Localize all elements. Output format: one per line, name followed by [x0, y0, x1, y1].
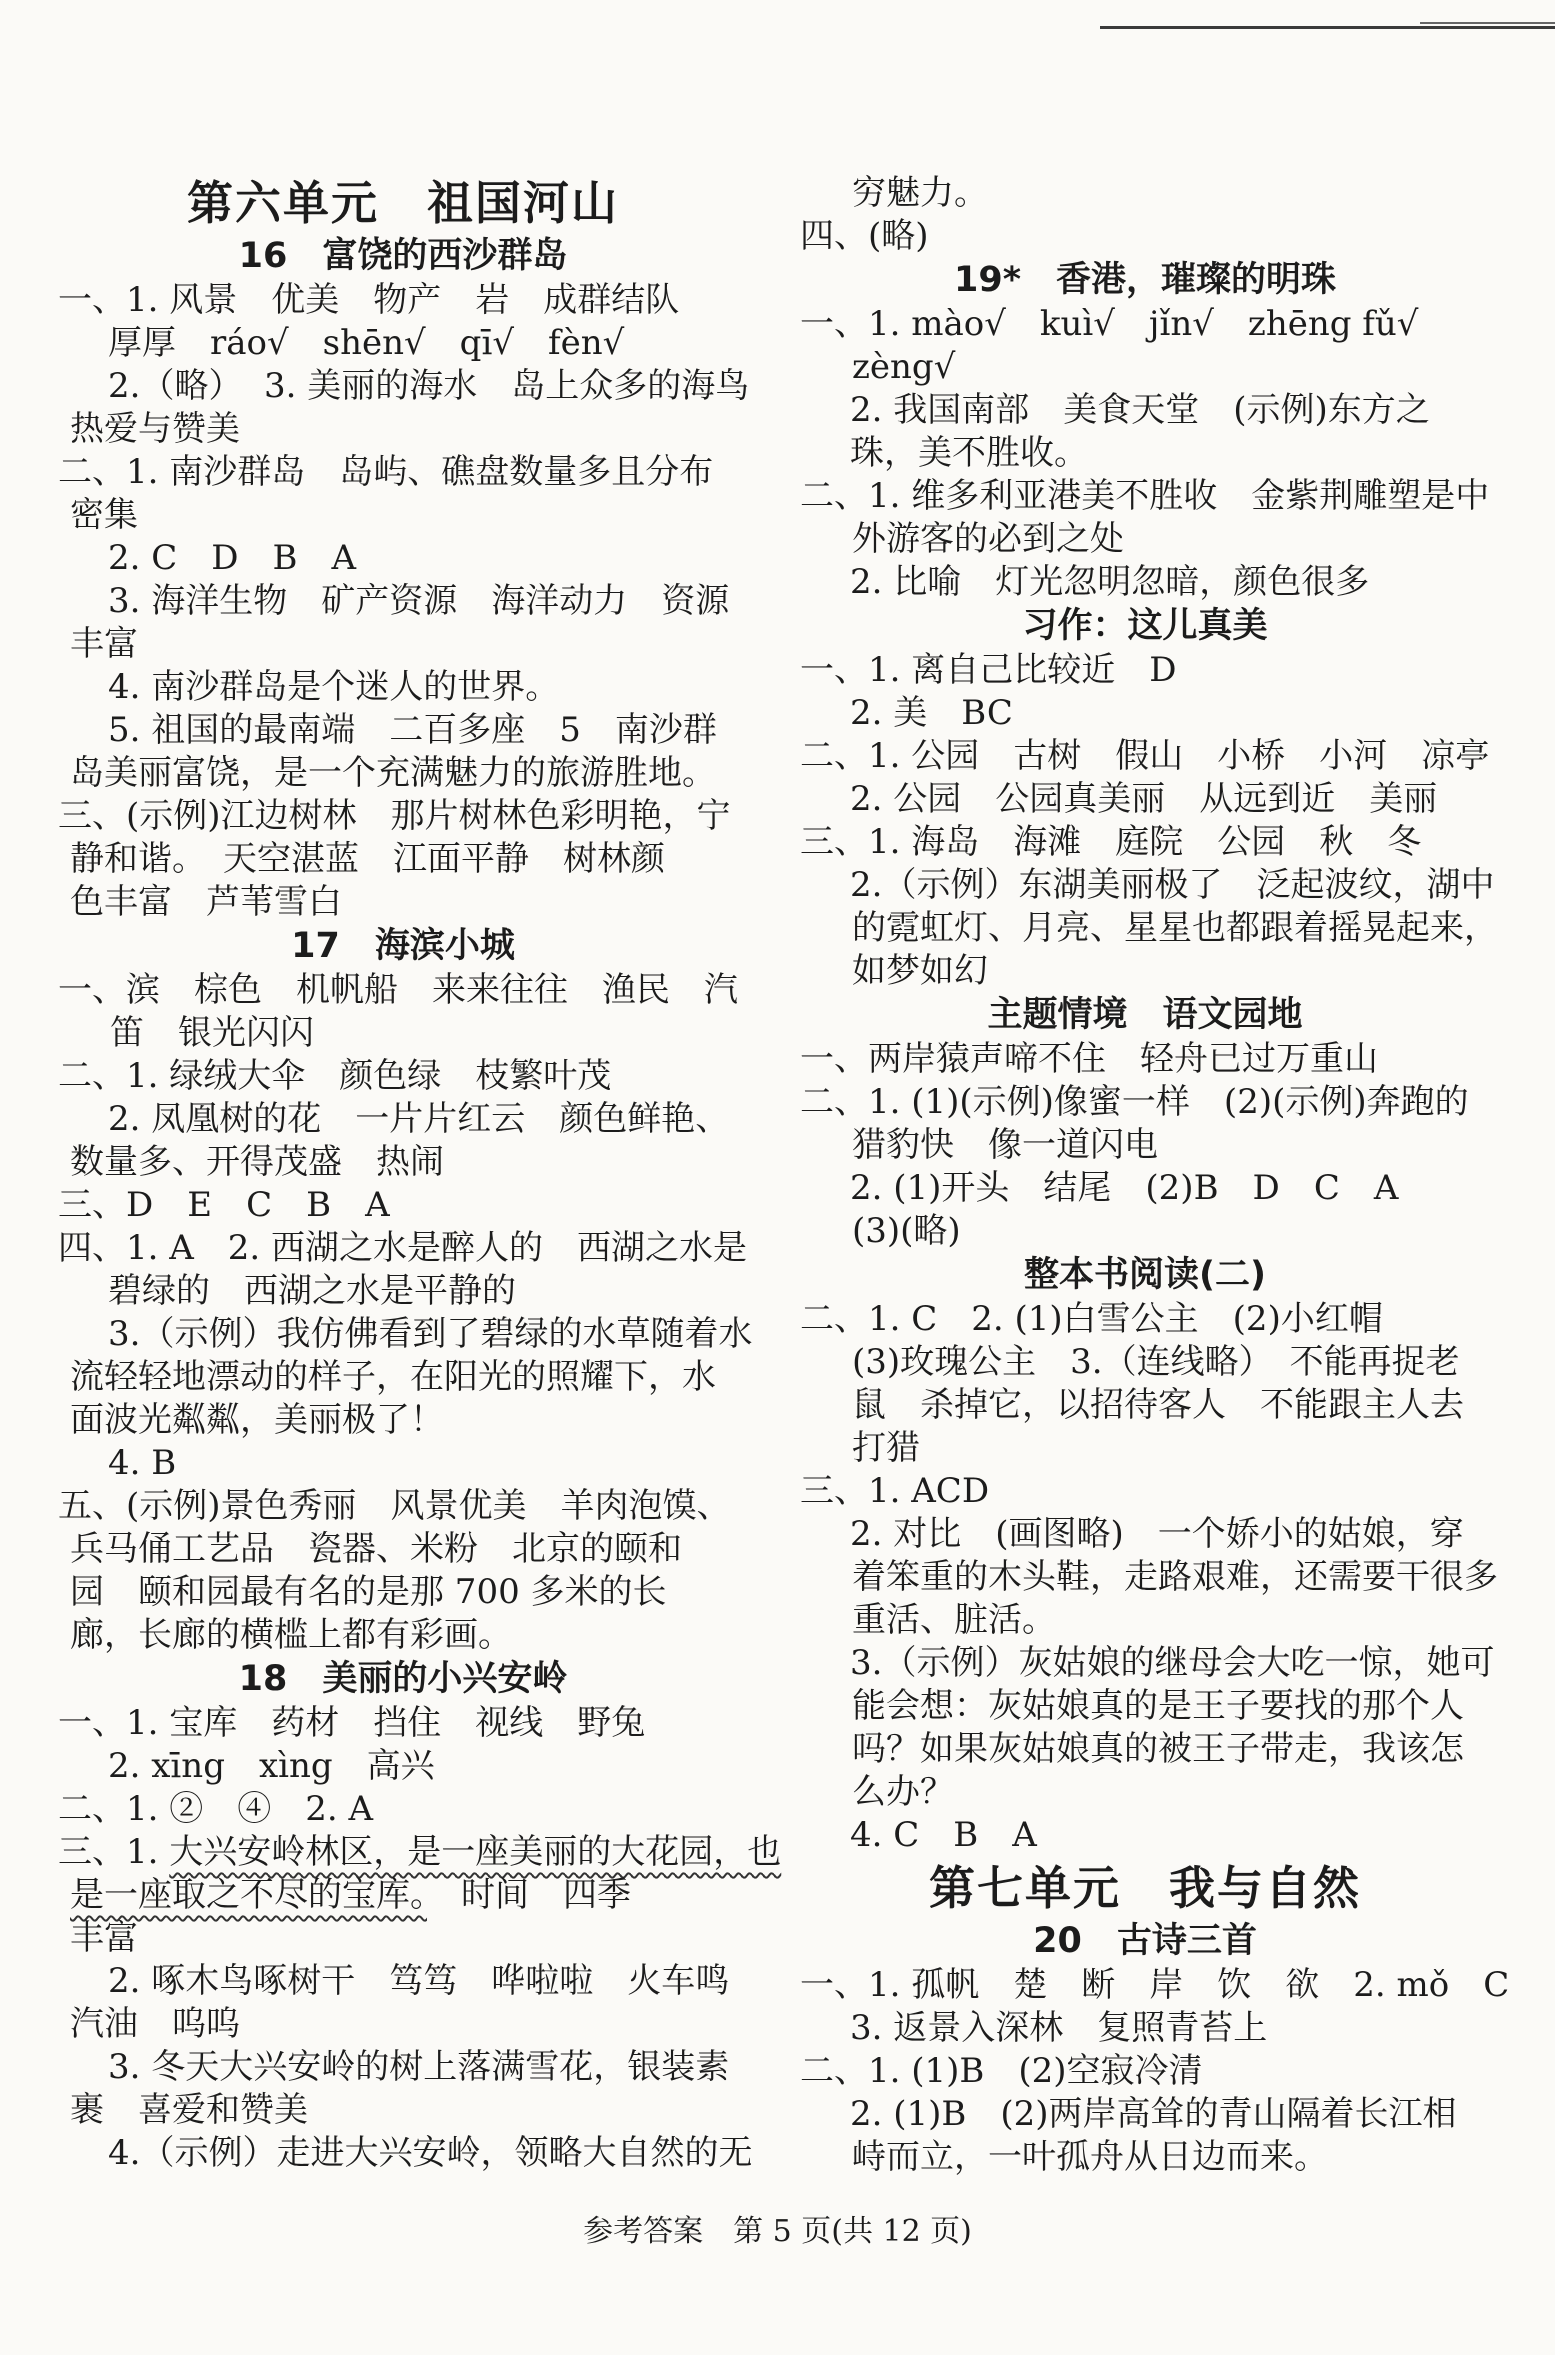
answer-line: 三、D E C B A [58, 1185, 390, 1225]
answer-line: 二、1. 南沙群岛 岛屿、礁盘数量多且分布 [58, 452, 714, 492]
answer-line: 丰富 [70, 1918, 138, 1958]
answer-line: 二、1. (1)B (2)空寂冷清 [800, 2051, 1203, 2091]
answer-line: 2.（示例）东湖美丽极了 泛起波纹，湖中 [850, 865, 1495, 905]
answer-line: 裹 喜爱和赞美 [70, 2090, 308, 2130]
answer-line: 重活、脏活。 [852, 1600, 1056, 1640]
answer-line: 一、1. 风景 优美 物产 岩 成群结队 [58, 280, 680, 320]
answer-line: 打猎 [852, 1428, 920, 1468]
answer-line: 二、1. 公园 古树 假山 小桥 小河 凉亭 [800, 736, 1490, 776]
answer-line: 密集 [70, 495, 138, 535]
answer-line: 么办？ [852, 1772, 954, 1812]
answer-line: 厚厚 ráo√ shēn√ qī√ fèn√ [108, 323, 625, 363]
answer-line: 3. 冬天大兴安岭的树上落满雪花，银装素 [108, 2047, 730, 2087]
answer-line: 静和谐。 天空湛蓝 江面平静 树林颜 [70, 839, 665, 879]
answer-line: 色丰富 芦苇雪白 [70, 882, 342, 922]
answer-line: 碧绿的 西湖之水是平静的 [108, 1271, 516, 1311]
answer-line: 岛美丽富饶，是一个充满魅力的旅游胜地。 [70, 753, 716, 793]
left-column [58, 172, 782, 2175]
answer-line: 数量多、开得茂盛 热闹 [70, 1142, 444, 1182]
wavy-underlined-sentence: 大兴安岭林区，是一座美丽的大花园，也 [169, 1832, 782, 1872]
answer-line: 4. C B A [850, 1815, 1037, 1855]
answer-line: 一、滨 棕色 机帆船 来来往往 渔民 汽 [58, 970, 738, 1010]
answer-line: 外游客的必到之处 [852, 519, 1124, 559]
answer-line: 五、(示例)景色秀丽 风景优美 羊肉泡馍、 [58, 1486, 731, 1526]
answer-line: 5. 祖国的最南端 二百多座 5 南沙群 [108, 710, 717, 750]
top-rule [1100, 26, 1555, 29]
answer-line: 3.（示例）灰姑娘的继母会大吃一惊，她可 [850, 1643, 1495, 1683]
answer-line: 3. 海洋生物 矿产资源 海洋动力 资源 [108, 581, 730, 621]
answer-line: 3. 返景入深林 复照青苔上 [850, 2008, 1268, 2048]
top-rule-accent [1420, 22, 1555, 24]
right-column [800, 172, 1510, 2179]
answer-line: 鼠 杀掉它，以招待客人 不能跟主人去 [852, 1385, 1464, 1425]
answer-line: 一、1. mào√ kuì√ jǐn√ zhēng fǔ√ [800, 304, 1419, 344]
page-footer: 参考答案 第 5 页(共 12 页) [583, 2214, 972, 2249]
answer-line: 一、1. 孤帆 楚 断 岸 饮 欲 2. mǒ C [800, 1965, 1510, 2005]
answer-line: 3.（示例）我仿佛看到了碧绿的水草随着水 [108, 1314, 753, 1354]
lesson16-title: 16 富饶的西沙群岛 [238, 236, 568, 276]
answer-line: 2. 对比 (画图略) 一个娇小的姑娘，穿 [850, 1514, 1464, 1554]
answer-line: 2. C D B A [108, 538, 357, 578]
writing-title: 习作：这儿真美 [1022, 606, 1268, 646]
answer-line: 兵马俑工艺品 瓷器、米粉 北京的颐和 [70, 1529, 682, 1569]
answer-line: 能会想：灰姑娘真的是王子要找的那个人 [852, 1686, 1464, 1726]
lesson20-title: 20 古诗三首 [1033, 1921, 1257, 1961]
answer-line: 2. 凤凰树的花 一片片红云 颜色鲜艳、 [108, 1099, 730, 1139]
answer-text: 时间 四季 [427, 1875, 631, 1915]
answer-line: 面波光粼粼，美丽极了！ [70, 1400, 444, 1440]
answer-line [58, 1831, 782, 1874]
answer-line [58, 1874, 748, 1917]
answer-line: 四、1. A 2. 西湖之水是醉人的 西湖之水是 [58, 1228, 748, 1268]
answer-line: 一、1. 离自己比较近 D [800, 650, 1177, 690]
answer-line: 猎豹快 像一道闪电 [852, 1125, 1158, 1165]
answer-line: zèng√ [852, 347, 956, 387]
answer-line: 四、(略) [800, 216, 929, 256]
answer-line: 三、1. 海岛 海滩 庭院 公园 秋 冬 [800, 822, 1422, 862]
unit6-title: 第六单元 祖国河山 [187, 176, 619, 230]
unit7-title: 第七单元 我与自然 [929, 1861, 1361, 1915]
answer-line: 4.（示例）走进大兴安岭，领略大自然的无 [108, 2133, 753, 2173]
answer-line: 如梦如幻 [852, 951, 988, 991]
answer-prefix: 三、1. [58, 1832, 170, 1872]
answer-line: 2.（略） 3. 美丽的海水 岛上众多的海鸟 [108, 366, 750, 406]
answer-line: 峙而立，一叶孤舟从日边而来。 [852, 2137, 1328, 2177]
answer-line: 二、1. ② ④ 2. A [58, 1789, 374, 1829]
answer-line: (3)玫瑰公主 3.（连线略） 不能再捉老 [852, 1342, 1460, 1382]
answer-line: 热爱与赞美 [70, 409, 240, 449]
answer-line: 2. 啄木鸟啄树干 笃笃 哗啦啦 火车鸣 [108, 1961, 730, 2001]
answer-line: 4. 南沙群岛是个迷人的世界。 [108, 667, 560, 707]
answer-line: 笛 银光闪闪 [110, 1013, 314, 1053]
answer-line: 流轻轻地漂动的样子，在阳光的照耀下，水 [70, 1357, 716, 1397]
answer-line: 园 颐和园最有名的是那 700 多米的长 [70, 1572, 667, 1612]
answer-line: 的霓虹灯、月亮、星星也都跟着摇晃起来， [852, 908, 1498, 948]
answer-line: 穷魅力。 [852, 173, 988, 213]
answer-line: 汽油 呜呜 [70, 2004, 240, 2044]
answer-line: 珠，美不胜收。 [850, 433, 1088, 473]
theme-title: 主题情境 语文园地 [987, 995, 1303, 1035]
wavy-underlined-sentence: 是一座取之不尽的宝库。 [70, 1875, 427, 1915]
book-reading-title: 整本书阅读(二) [1024, 1255, 1266, 1295]
answer-line: 一、1. 宝库 药材 挡住 视线 野兔 [58, 1703, 646, 1743]
answer-line: 三、(示例)江边树林 那片树林色彩明艳，宁 [58, 796, 731, 836]
lesson17-title: 17 海滨小城 [291, 926, 515, 966]
answer-line: 着笨重的木头鞋，走路艰难，还需要干很多 [852, 1557, 1498, 1597]
answer-line: 丰富 [70, 624, 138, 664]
answer-line: 吗？如果灰姑娘真的被王子带走，我该怎 [852, 1729, 1464, 1769]
answer-line: 2. (1)开头 结尾 (2)B D C A [850, 1168, 1399, 1208]
answer-line: 2. 我国南部 美食天堂 (示例)东方之 [850, 390, 1430, 430]
answer-line: 2. 美 BC [850, 693, 1013, 733]
answer-line: 二、1. 维多利亚港美不胜收 金紫荆雕塑是中 [800, 476, 1490, 516]
answer-line: 二、1. (1)(示例)像蜜一样 (2)(示例)奔跑的 [800, 1082, 1469, 1122]
lesson18-title: 18 美丽的小兴安岭 [238, 1659, 568, 1699]
answer-line: 2. 公园 公园真美丽 从远到近 美丽 [850, 779, 1438, 819]
answer-line: 廊，长廊的横槛上都有彩画。 [70, 1615, 512, 1655]
answer-line: 2. xīng xìng 高兴 [108, 1746, 435, 1786]
answer-line: 2. (1)B (2)两岸高耸的青山隔着长江相 [850, 2094, 1457, 2134]
answer-line: 2. 比喻 灯光忽明忽暗，颜色很多 [850, 562, 1370, 602]
answer-line: 三、1. ACD [800, 1471, 990, 1511]
answer-line: 一、两岸猿声啼不住 轻舟已过万重山 [800, 1039, 1378, 1079]
answer-line: 二、1. C 2. (1)白雪公主 (2)小红帽 [800, 1299, 1383, 1339]
answer-line: 二、1. 绿绒大伞 颜色绿 枝繁叶茂 [58, 1056, 612, 1096]
answer-line: 4. B [108, 1443, 177, 1483]
lesson19-title: 19* 香港，璀璨的明珠 [953, 260, 1336, 300]
answer-line: (3)(略) [852, 1211, 961, 1251]
